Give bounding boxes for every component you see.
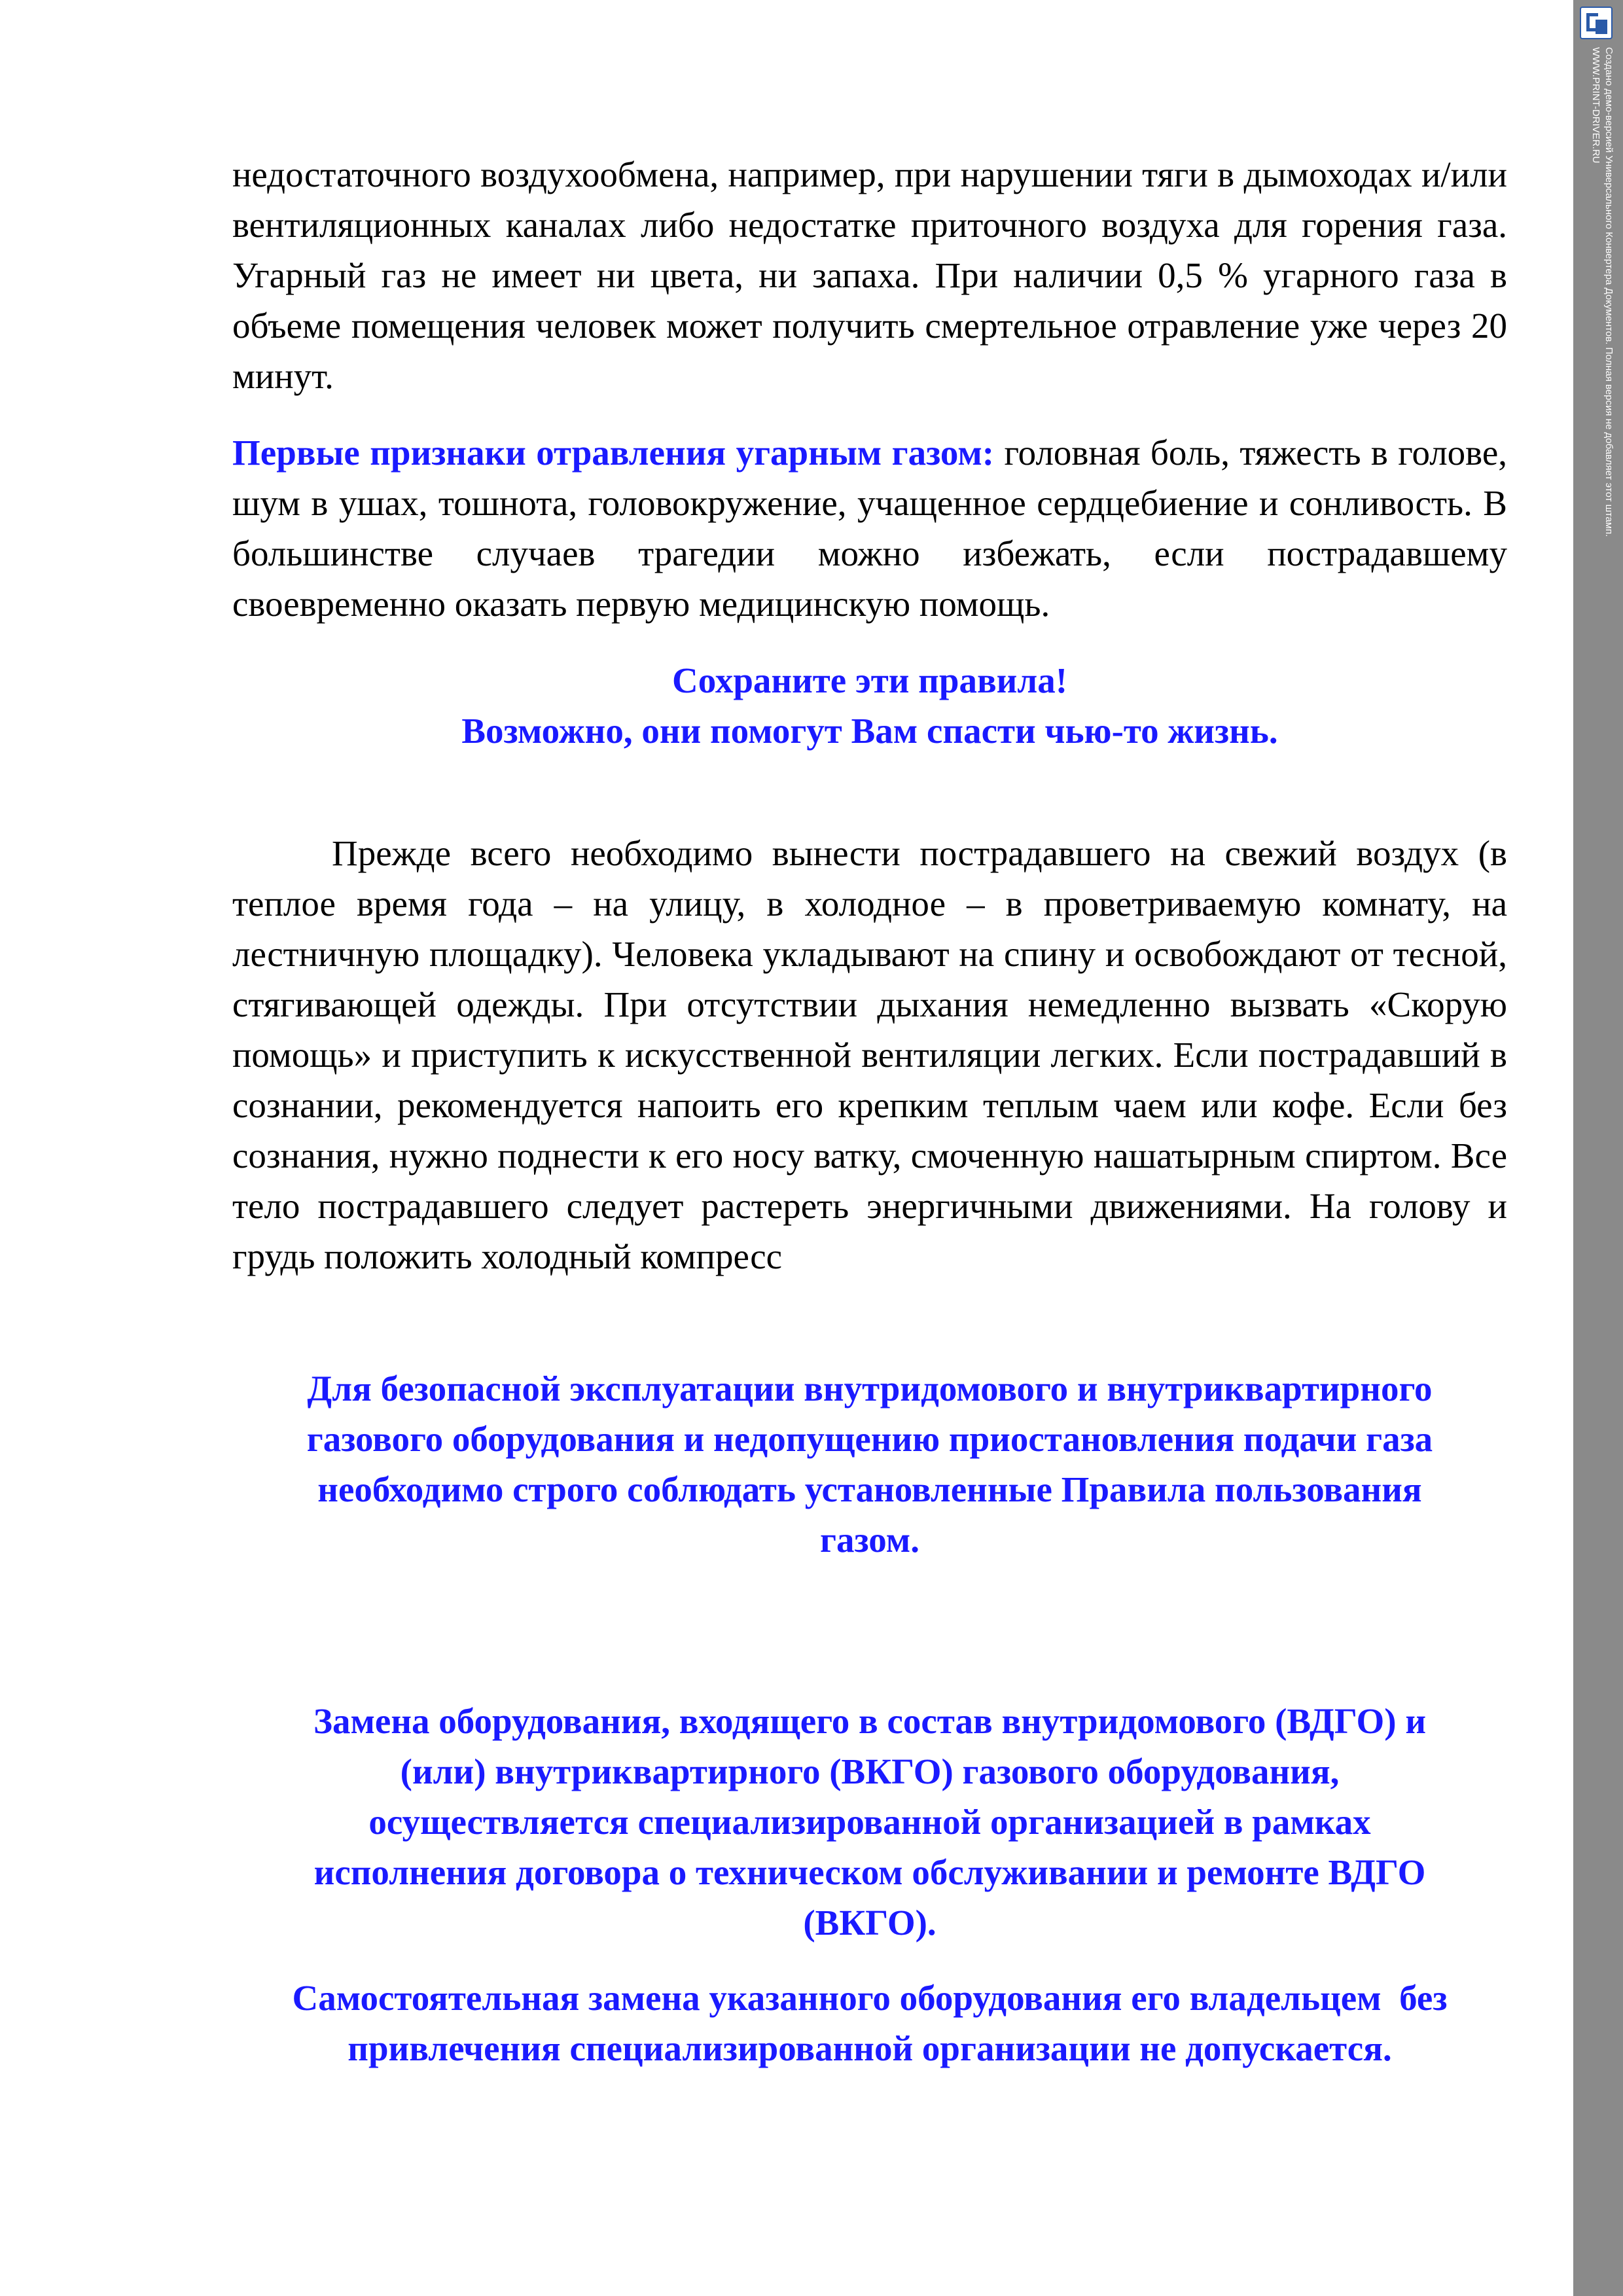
notice2-line: исполнения договора о техническом обслуживании и ремонте ВДГО	[313, 1852, 1426, 1892]
document-content	[232, 149, 1507, 2073]
notice-safe-operation	[232, 1363, 1507, 1565]
notice1-line: необходимо строго соблюдать установленные Правила пользования	[317, 1469, 1422, 1509]
notice-equipment-replacement	[232, 1696, 1507, 1948]
notice1-line: газом.	[820, 1520, 919, 1560]
symptoms-lead: Первые признаки отравления угарным газом:	[232, 433, 995, 473]
callout-line-2: Возможно, они помогут Вам спасти чью-то жизнь.	[461, 711, 1278, 751]
paragraph-first-aid: Прежде всего необходимо вынести пострадавшего на свежий воздух (в теплое время года – на улицу, в холодное – в проветриваемую комнату, на лестничную площадку). Человека укладывают на спину и освобождают от тесной, стягивающей одежды. При отсутствии дыхания немедленно вызвать «Скорую помощь» и приступить к искусственной вентиляции легких. Если пострадавший в сознании, рекомендуется напоить его крепким теплым чаем или кофе. Если без сознания, нужно поднести к его носу ватку, смоченную нашатырным спиртом. Все тело пострадавшего следует растереть энергичными движениями. На голову и грудь положить холодный компресс	[232, 833, 1507, 1276]
demo-stamp-bar	[1573, 0, 1623, 2296]
notice-self-replacement-prohibited	[232, 1973, 1507, 2073]
callout-save-rules	[232, 655, 1507, 756]
notice1-line: газового оборудования и недопущению приостановления подачи газа	[306, 1419, 1433, 1459]
stamp-line-2: WWW.PRINT-DRIVER.RU	[1590, 47, 1601, 164]
paragraph-symptoms	[232, 427, 1507, 629]
notice2-line: (или) внутриквартирного (ВКГО) газового оборудования,	[400, 1751, 1340, 1791]
notice2-line: Замена оборудования, входящего в состав внутридомового (ВДГО) и	[313, 1701, 1427, 1741]
notice2-line: (ВКГО).	[803, 1903, 936, 1943]
paragraph-intro: недостаточного воздухообмена, например, при нарушении тяги в дымоходах и/или вентиляционных каналах либо недостатке приточного воздуха для горения газа. Угарный газ не имеет ни цвета, ни запаха. При наличии 0,5 % угарного газа в объеме помещения человек может получить смертельное отравление уже через 20 минут.	[232, 154, 1507, 396]
notice3-line: привлечения специализированной организации не допускается.	[348, 2028, 1392, 2068]
notice1-line: Для безопасной эксплуатации внутридомового и внутриквартирного	[307, 1369, 1433, 1408]
converter-logo-icon	[1580, 7, 1613, 39]
notice2-line: осуществляется специализированной организацией в рамках	[368, 1802, 1371, 1842]
notice3-line: Самостоятельная замена указанного оборудования его владельцем без	[292, 1978, 1448, 2018]
callout-line-1: Сохраните эти правила!	[671, 660, 1068, 700]
stamp-line-1: Создано демо-версией Универсального Конвертера Документов. Полная версия не добавляет этот штамп.	[1603, 47, 1614, 537]
symptoms-text: головная боль, тяжесть в голове, шум в ушах, тошнота, головокружение, учащенное сердцебиение и сонливость. В большинстве случаев трагедии можно избежать, если пострадавшему своевременно оказать первую медицинскую помощь.	[232, 433, 1507, 624]
demo-stamp-text	[1584, 47, 1615, 662]
